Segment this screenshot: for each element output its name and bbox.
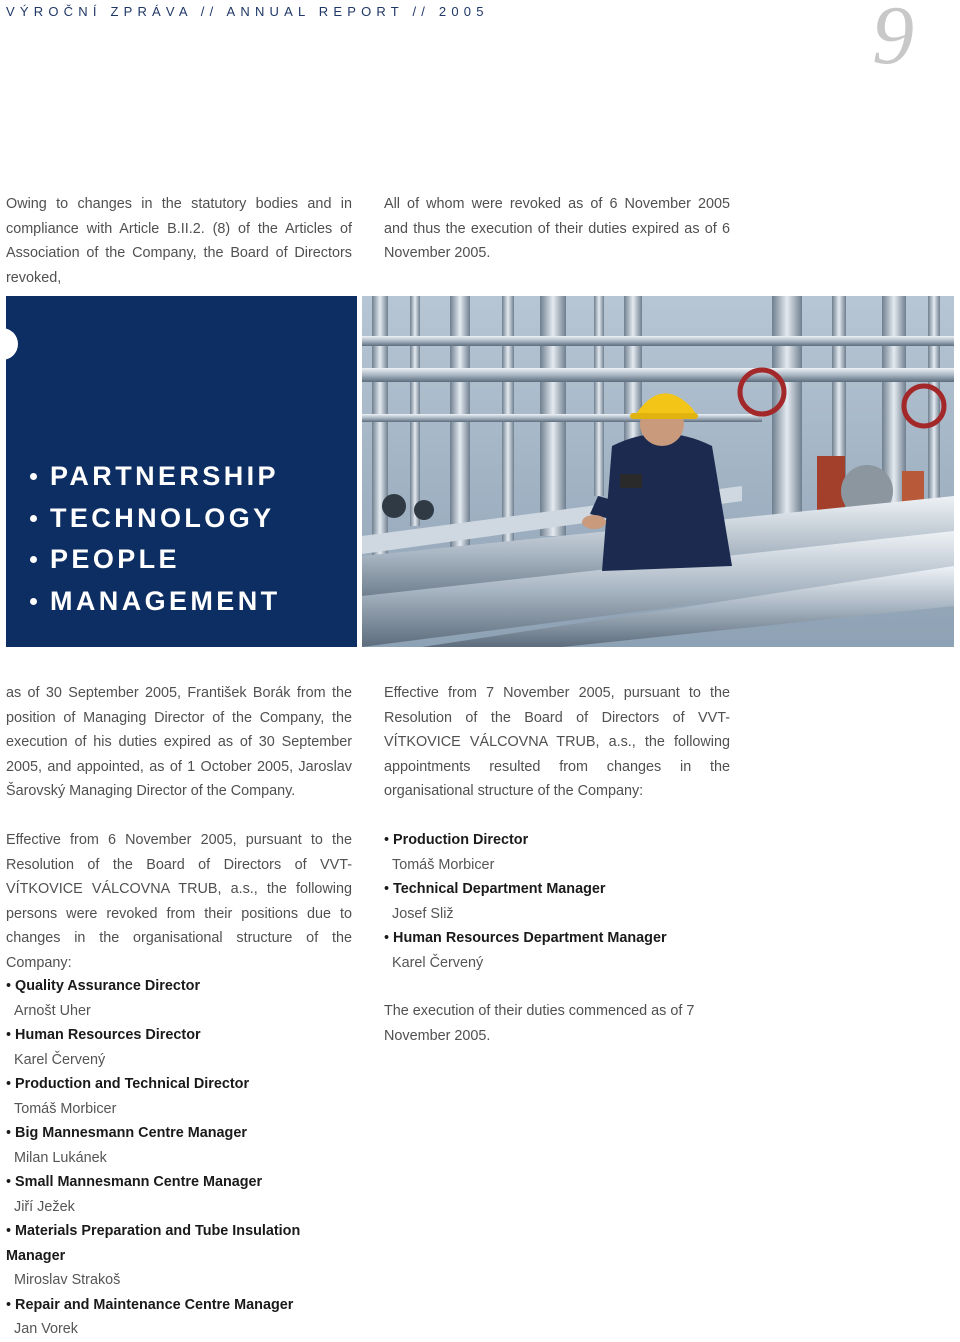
- slogan-item: [30, 539, 281, 581]
- person-name: Josef Sliž: [392, 905, 454, 922]
- list-item: [6, 1170, 346, 1219]
- slogan-item: [30, 581, 281, 623]
- list-item: [6, 1121, 346, 1170]
- role-title: • Repair and Maintenance Centre Manager: [6, 1293, 346, 1318]
- bullet-dot: [30, 515, 37, 522]
- page-number: 9: [872, 0, 914, 82]
- person-name: Milan Lukánek: [14, 1149, 107, 1166]
- slogan-list: [30, 456, 281, 622]
- list-item: [6, 1219, 346, 1293]
- bullet-dot: [30, 556, 37, 563]
- list-item: [384, 926, 730, 975]
- revoked-list: [6, 974, 346, 1342]
- person-name: Karel Červený: [392, 954, 484, 971]
- role-title: • Small Mannesmann Centre Manager: [6, 1170, 346, 1195]
- intro-paragraph-right: All of whom were revoked as of 6 November 2005 and thus the execution of their duties expired as of 6 November 2005.: [384, 196, 730, 261]
- slogan-text: PARTNERSHIP: [50, 461, 279, 492]
- slogan-text: TECHNOLOGY: [50, 502, 275, 533]
- bullet-dot: [30, 598, 37, 605]
- person-name: Tomáš Morbicer: [14, 1100, 117, 1117]
- role-title: • Production Director: [384, 828, 730, 853]
- role-title: • Human Resources Department Manager: [384, 926, 730, 951]
- person-name: Arnošt Uher: [14, 1002, 91, 1019]
- person-name: Jan Vorek: [14, 1321, 78, 1337]
- list-item: [6, 1023, 346, 1072]
- person-name: Tomáš Morbicer: [392, 856, 495, 873]
- role-title: • Technical Department Manager: [384, 877, 730, 902]
- list-item: [384, 828, 730, 877]
- role-title: • Quality Assurance Director: [6, 974, 346, 999]
- bullet-dot: [30, 473, 37, 480]
- role-title: • Production and Technical Director: [6, 1072, 346, 1097]
- running-header: VÝROČNÍ ZPRÁVA // ANNUAL REPORT // 2005: [6, 4, 489, 19]
- role-title: • Materials Preparation and Tube Insulation Manager: [6, 1219, 346, 1268]
- commenced-paragraph: The execution of their duties commenced as of 7 November 2005.: [384, 1003, 695, 1044]
- list-item: [6, 1072, 346, 1121]
- role-title: • Human Resources Director: [6, 1023, 346, 1048]
- person-name: Jiří Ježek: [14, 1198, 75, 1215]
- person-name: Karel Červený: [14, 1051, 106, 1068]
- slogan-item: [30, 456, 281, 498]
- industrial-worker-photo: [362, 296, 954, 647]
- slogan-text: MANAGEMENT: [50, 585, 281, 616]
- appointed-list: [384, 828, 730, 975]
- managing-director-paragraph: as of 30 September 2005, František Borák from the position of Managing Director of the Company, the execution of his duties expired as of 30 September 2005, and appointed, as of 1 October 2005, Jaroslav Šarovský Managing Director of the Company.: [6, 685, 352, 799]
- list-item: [384, 877, 730, 926]
- appointments-intro-paragraph: Effective from 7 November 2005, pursuant to the Resolution of the Board of Directors of VVT-VÍTKOVICE VÁLCOVNA TRUB, a.s., the following appointments resulted from changes in the organisational structure of the Company:: [384, 685, 730, 799]
- intro-paragraph-left: Owing to changes in the statutory bodies and in compliance with Article B.II.2. (8) of the Articles of Association of the Company, the Board of Directors revoked,: [6, 196, 352, 286]
- revoked-intro-paragraph: Effective from 6 November 2005, pursuant to the Resolution of the Board of Directors of VVT-VÍTKOVICE VÁLCOVNA TRUB, a.s., the following persons were revoked from their positions due to changes in the organisational structure of the Company:: [6, 832, 352, 971]
- slogan-text: PEOPLE: [50, 544, 180, 575]
- slogan-item: [30, 498, 281, 540]
- person-name: Miroslav Strakoš: [14, 1272, 121, 1288]
- list-item: [6, 974, 346, 1023]
- list-item: [6, 1293, 346, 1342]
- role-title: • Big Mannesmann Centre Manager: [6, 1121, 346, 1146]
